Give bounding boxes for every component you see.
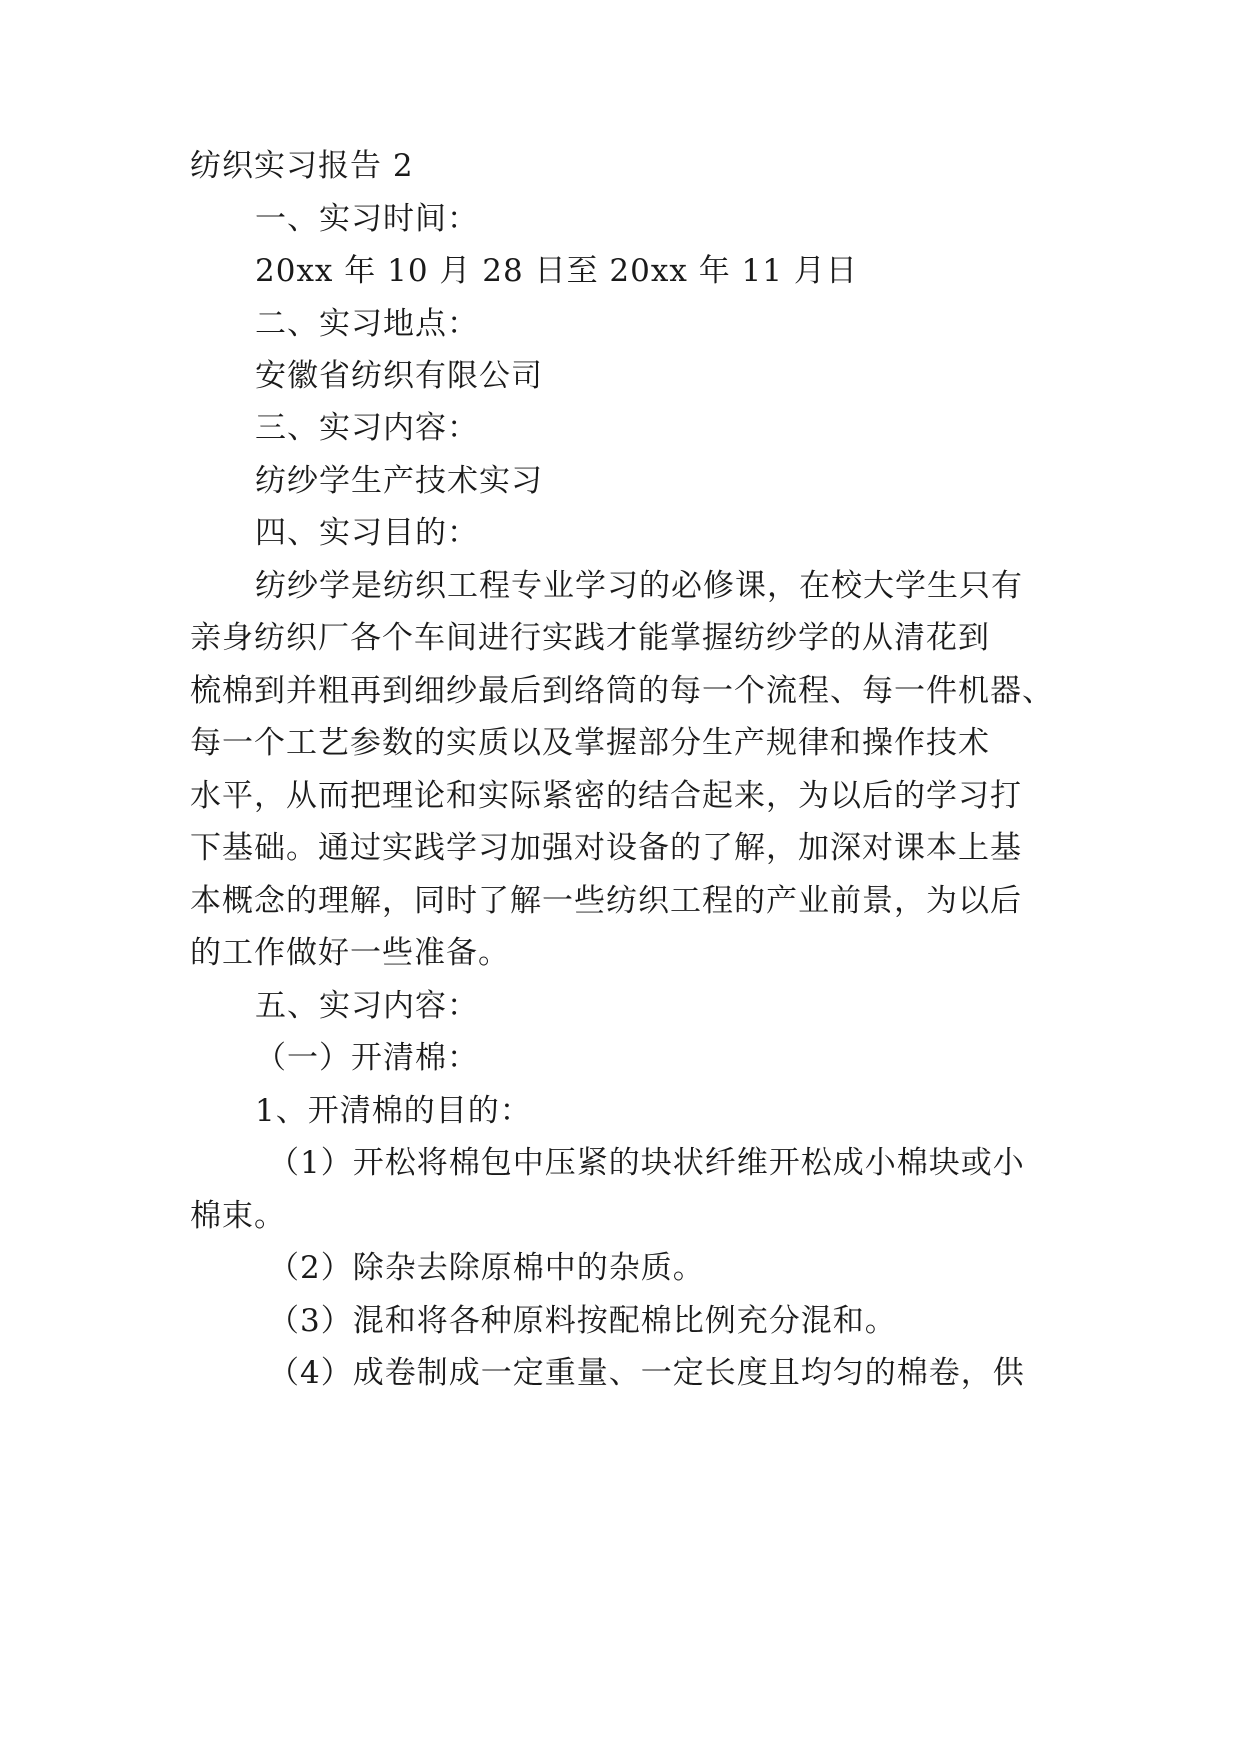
- sub-heading: （一）开清棉：: [255, 1040, 479, 1076]
- purpose-line: 每一个工艺参数的实质以及掌握部分生产规律和操作技术: [190, 725, 990, 761]
- purpose-line: 下基础。通过实践学习加强对设备的了解，加深对课本上基: [190, 830, 1022, 866]
- place-value: 安徽省纺织有限公司: [255, 358, 543, 394]
- section-five-heading: 五、实习内容：: [255, 988, 479, 1024]
- item-heading: 1、开清棉的目的：: [255, 1093, 532, 1129]
- time-value: 20xx 年 10 月 28 日至 20xx 年 11 月日: [255, 253, 858, 289]
- point-2: （2）除杂去除原棉中的杂质。: [268, 1250, 705, 1286]
- point-1-line-2: 棉束。: [190, 1198, 286, 1234]
- time-heading: 一、实习时间：: [255, 201, 479, 237]
- purpose-line: 亲身纺织厂各个车间进行实践才能掌握纺纱学的从清花到: [190, 620, 990, 656]
- point-3: （3）混和将各种原料按配棉比例充分混和。: [268, 1303, 897, 1339]
- document-title: 纺织实习报告 2: [190, 148, 414, 184]
- purpose-line: 水平，从而把理论和实际紧密的结合起来，为以后的学习打: [190, 778, 1022, 814]
- place-heading: 二、实习地点：: [255, 306, 479, 342]
- purpose-line: 纺纱学是纺织工程专业学习的必修课，在校大学生只有: [255, 568, 1023, 604]
- purpose-heading: 四、实习目的：: [255, 515, 479, 551]
- content-value: 纺纱学生产技术实习: [255, 463, 543, 499]
- purpose-line: 的工作做好一些准备。: [190, 935, 510, 971]
- purpose-line: 本概念的理解，同时了解一些纺织工程的产业前景，为以后: [190, 883, 1022, 919]
- point-4-line-1: （4）成卷制成一定重量、一定长度且均匀的棉卷，供: [268, 1355, 1025, 1391]
- content-heading: 三、实习内容：: [255, 410, 479, 446]
- purpose-line: 梳棉到并粗再到细纱最后到络筒的每一个流程、每一件机器、: [190, 673, 1054, 709]
- point-1-line-1: （1）开松将棉包中压紧的块状纤维开松成小棉块或小: [268, 1145, 1025, 1181]
